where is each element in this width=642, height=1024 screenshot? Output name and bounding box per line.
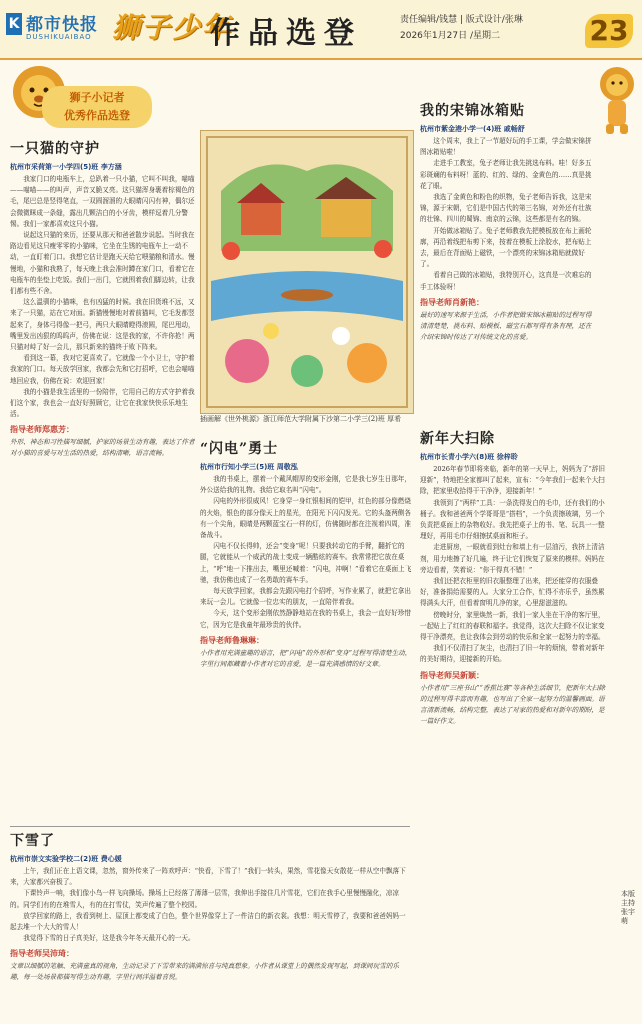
article-body	[420, 136, 594, 293]
teacher-note-title: 指导老师郑惠芳：	[10, 425, 74, 435]
paragraph: 这个周末，我上了一节超好玩的手工课，学会做宋锦拼图冰箱贴啦！	[420, 137, 592, 157]
featured-banner	[42, 86, 152, 128]
page-number: 23	[585, 14, 633, 48]
lion-corner-icon	[596, 64, 638, 136]
article-byline: 杭州市采荷第一小学四(5)班 李方涵	[10, 163, 122, 171]
section-divider	[10, 826, 410, 827]
artwork-illustration	[200, 130, 414, 414]
teacher-note: 小作者用“三座书山”“香蕉比赛”等各种生活细节，把新年大扫除的过程写得丰富而有趣，也写出了全家一起努力的温馨画面。语言清新流畅，结构完整，表达了对家的热爱和对新年的期盼，是一篇好作文。	[420, 683, 605, 725]
newspaper-brand-en: DUSHIKUAIBAO	[26, 33, 92, 41]
article-title: “闪电”勇士	[200, 441, 279, 457]
article-cat	[10, 138, 196, 459]
paragraph: 我的小猫是我生活里的一份陪伴，它用自己的方式守护着我们这个家，我也会一直好好照顾它，让它在我家快快乐乐地生活。	[10, 387, 195, 419]
article-byline: 杭州市崇文实验学校二(2)班 费心媛	[10, 855, 122, 863]
paragraph: 下课铃声一响，我们像小鸟一样飞向操场。操场上已经落了薄薄一层雪，我伸出手接住几片雪花，它们在我手心里慢慢融化，凉凉的。同学们有的在堆雪人，有的在打雪仗，笑声传遍了整个校园。	[10, 889, 400, 909]
paragraph: 我觉得下雪的日子真美好，这是我今年冬天最开心的一天。	[23, 934, 195, 943]
newspaper-logo-icon: K	[6, 13, 22, 35]
article-lightning	[200, 438, 412, 670]
teacher-note-title: 指导老师鲁琳琳：	[200, 635, 264, 645]
article-title: 新年大扫除	[420, 431, 495, 447]
paragraph: 看着自己做的冰箱贴，我特别开心，这真是一次难忘的手工体验呀！	[420, 271, 592, 291]
article-byline: 杭州市紫金港小学一(4)班 戚畅舒	[420, 125, 525, 133]
paragraph: 看到这一幕，我对它更喜欢了。它就像一个小卫士，守护着我家的门口。每天放学回家，我都会先和它打招呼，它也会喵喵地回应我，仿佛在说：欢迎回家！	[10, 354, 195, 385]
issue-date: 2026年1月27日 /星期二	[400, 31, 500, 41]
article-body	[10, 866, 410, 944]
paragraph: 这么温驯的小猫咪，也有凶猛的时候。我在旧货堆不远，又来了一只猫，站在它对面。新猫慢慢地对着前猫叫，它毛发都竖起来了，身体弓得像一把弓，两只大眼睛瞪得滚圆，尾巴甩动，嘴里发出凶狠的呜呜声，仿佛在说：这是我的家，不许你抢！两只猫对峙了好一会儿，那只新来的猫终于败下阵来。	[10, 298, 195, 352]
article-byline: 杭州市长青小学六(8)班 徐梓聆	[420, 453, 518, 461]
paragraph: 2026年春节即将来临，新年的第一天早上，妈妈为了“辞旧迎新”，特地把全家都叫了起来，宣布：“今年我们一起来个大扫除，把家里收拾得干干净净，迎接新年！”	[420, 465, 605, 496]
teacher-note: 最好的速写来源于生活，小作者把做宋锦冰箱贴的过程写得清清楚楚，挑布料、贴模板、磁宝石都写得有条有理，还在介绍宋锦时传达了对传统文化的喜爱。	[420, 310, 592, 341]
paragraph: 傍晚时分，家里焕然一新，我们一家人坐在干净的客厅里，一起贴上了红红的春联和福字。我觉得，这次大扫除不仅让家变得干净漂亮，也让我体会到劳动的快乐和全家一起努力的幸福。	[420, 610, 605, 642]
paragraph: 我领到了“两样”工具：一条洗得发白的毛巾，还有我们的小桶子。我和爸爸两个学哥哥是“搭档”，一个负责擦玻璃，另一个负责把桌面上的杂物收好。我先把桌子上的书、笔、玩具一一整理好，再用毛巾仔细擦拭桌面和柜子。	[420, 498, 605, 541]
paragraph: 我家门口的电瓶车上，总趴着一只小猫，它叫不叫我，喵喵——喵喵——的叫声，声音又脆又亮。这只猫浑身裹着棕褐色的毛，尾巴总是竖得笔直，一双圆溜溜的大眼睛闪闪有神，偶尔还会微微眯成一条缝，露出几颗洁白的小牙齿，模样逗着几分警惕。我们一家都喜欢这只小猫。	[10, 175, 195, 228]
paragraph: 闪电的外形很威风！它身穿一身红银相间的铠甲，红色的部分像燃烧的火焰，银色的部分像天上的星光，在阳光下闪闪发光。它的头盔两侧各有一个尖角，眼睛是两颗蓝宝石一样的灯，仿佛随时都在注视着四周，准备战斗。	[200, 497, 411, 540]
paragraph: 我们还把衣柜里的旧衣服整理了出来，把还能穿的衣服叠好，准备捐给需要的人。大家分工合作，忙得不亦乐乎，虽然累得满头大汗，但看着窗明几净的家，心里甜滋滋的。	[420, 577, 605, 608]
article-title: 我的宋锦冰箱贴	[420, 103, 525, 119]
article-body	[10, 174, 196, 420]
article-fridge-magnet	[420, 100, 594, 343]
teacher-note: 外形、神态和习性描写细腻，护家的场景生动有趣，表达了作者对小猫的喜爱与对生活的热爱，结构清晰，语言流畅。	[10, 438, 195, 458]
paragraph: 放学回家的路上，我看到树上、屋顶上都变成了白色，整个世界像穿上了一件洁白的新衣裳。我想：明天雪停了，我要和爸爸妈妈一起去堆一个大大的雪人！	[10, 911, 406, 932]
section-title: 作品选登	[210, 16, 362, 51]
paragraph: 每天放学回家，我都会先跟闪电打个招呼，写作业累了，就把它拿出来玩一会儿。它就像一位忠实的朋友，一直陪伴着我。	[200, 587, 411, 607]
paragraph: 今天，这个变形金刚依然静静地站在我的书桌上，我会一直好好珍惜它，因为它是我童年最珍贵的伙伴。	[200, 609, 411, 629]
article-byline: 杭州市行知小学三(5)班 周敬泓	[200, 463, 298, 471]
teacher-note: 小作者用充满童趣的语言，把“闪电”的外形和“变身”过程写得清楚生动，字里行间都藏着小作者对它的喜爱，是一篇充满感情的好文章。	[200, 648, 412, 668]
article-title: 一只猫的守护	[10, 141, 100, 157]
paragraph: 我选了金黄色和粉色的织物，兔子老师告诉我，这是宋锦，源于宋朝，它们是中国古代的第三名锦，对外还有壮族的壮锦、四川的蜀锦、南京的云锦，这些都是有名的锦。	[420, 193, 592, 224]
teacher-note: 文章以细腻的笔触、充满童真的视角，生动记录了下雪带来的满满惊喜与纯真想象。小作者从课堂上的偶然发现写起，到课间玩雪的乐趣，每一处场景都描写得生动有趣，字里行间洋溢着喜悦。	[10, 962, 400, 982]
paragraph: 上午，我们正在上语文课，忽然，窗外传来了一阵欢呼声：“快看，下雪了！”我们一转头，果然，雪花像天女散花一样从空中飘落下来，大家都兴奋极了。	[10, 867, 406, 887]
paragraph: 闪电不仅长得帅，还会“变身”呢！只要我转动它的手臂，翻折它的腿，它就能从一个威武的战士变成一辆酷炫的赛车。我常常把它放在桌上，“呼”地一下推出去，嘴里还喊着：“闪电，冲啊！”看着它在桌面上飞驰，我仿佛也成了一名勇敢的赛车手。	[200, 542, 412, 584]
artwork-caption: 插画解《世外桃源》浙江师范大学附属下沙第二小学三(2)班 厚希	[200, 415, 402, 423]
teacher-note-title: 指导老师肖新艳：	[420, 297, 484, 307]
painting-image	[201, 131, 413, 413]
article-body	[420, 464, 610, 666]
article-snow	[10, 830, 410, 983]
paragraph: 开始做冰箱贴了。兔子老师教我先把模板放在布上画轮廓，再沿着线把布剪下来，按着在模板上涂胶水，把布贴上去，最后在背面贴上磁铁，一个漂亮的宋锦冰箱贴就做好了。	[420, 226, 592, 269]
paragraph: 走进厨房，一眼就看到灶台和墙上有一层油污，我挤上清洁剂，用力地擦了好几遍，终于让它们恢复了原来的模样。妈妈在旁边看着，笑着说：“你干得真不错！”	[420, 543, 605, 574]
paragraph: 我们不仅清扫了灰尘，也清扫了旧一年的烦恼，带着对新年的美好期待，迎接新的开始。	[420, 644, 605, 664]
page-host-credit: 本版主持 张宇萌	[621, 890, 635, 925]
article-new-year-cleanup	[420, 428, 610, 727]
article-body	[200, 474, 412, 631]
banner-line-1: 狮子小记者	[69, 91, 125, 104]
column-logo: 狮子少年	[112, 11, 233, 44]
paragraph: 说起这只猫的来历，还要从那天和爸爸散步说起。当时我在路边看见这只瘦零零的小猫咪，它坐在生锈的电瓶车上一动不动，一直盯着门口。我想它估计是跑天天给它喂猫粮和清水。慢慢地，小猫和我熟了，每天晚上我会准时蹲在家门口，看着它在电瓶车的坐垫上吃饭。我们一出门，它就围着我们脚边转，让我们都有些不舍。	[10, 231, 195, 296]
editor-credits: 责任编辑/钱慧 | 版式设计/张琳	[400, 15, 523, 25]
banner-line-2: 优秀作品选登	[64, 109, 130, 122]
newspaper-brand: 都市快报	[26, 15, 98, 35]
teacher-note-title: 指导老师吴沛琦：	[10, 949, 74, 959]
paragraph: 走进手工教室，兔子老师让我先挑选布料。哇！好多五彩斑斓的布料呀！蓝的、红的、绿的、金黄色的……真是挑花了眼。	[420, 159, 592, 190]
paragraph: 我的书桌上，摆着一个戴风帽厚的变形金刚，它是我七岁生日那年，外公送给我的礼物。我给它取名叫“闪电”。	[200, 475, 411, 495]
teacher-note-title: 指导老师吴新颖：	[420, 670, 484, 680]
article-title: 下雪了	[10, 833, 55, 849]
